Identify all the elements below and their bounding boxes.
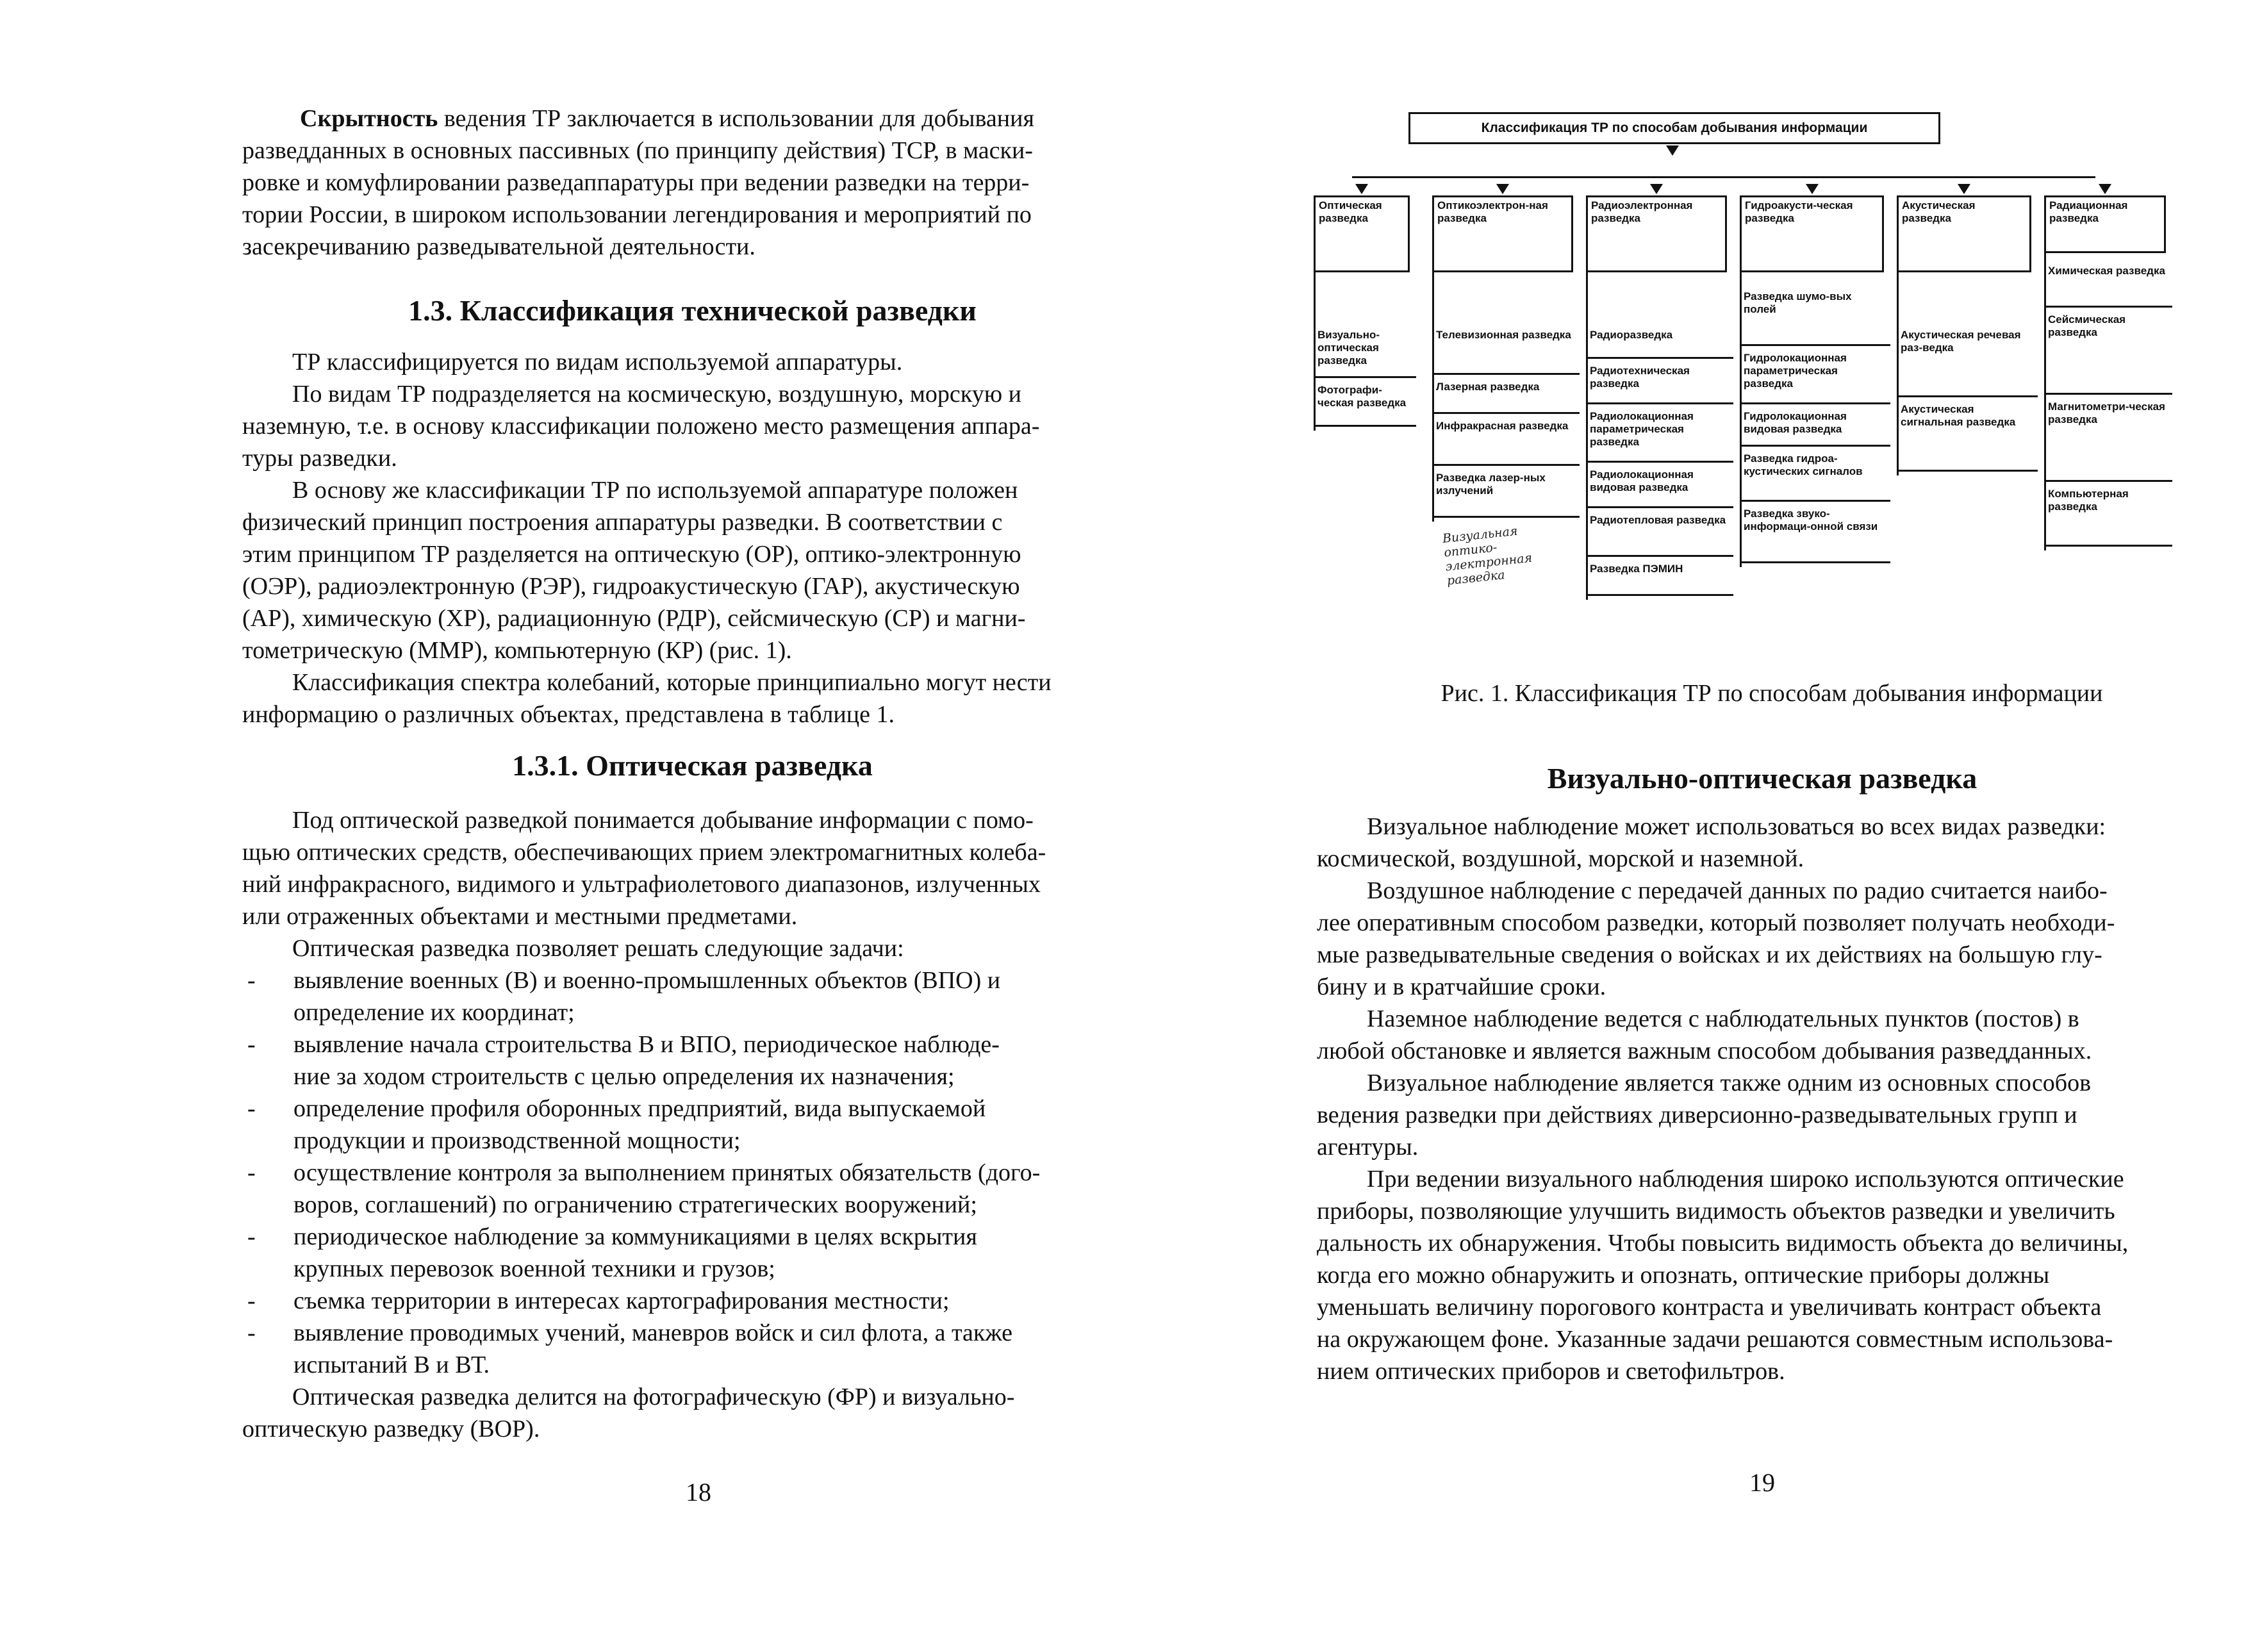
visual-line: приборы, позволяющие улучшить видимость объектов разведки и увеличить <box>1317 1198 2115 1225</box>
diagram-subtype-item: Гидролокационная параметрическая разведка <box>1740 350 1890 404</box>
classification-line: (ОЭР), радиоэлектронную (РЭР), гидроакустическую (ГАР), акустическую <box>242 573 1020 600</box>
page-number-right: 19 <box>1749 1468 1775 1497</box>
tasks-intro: Оптическая разведка позволяет решать следующие задачи: <box>292 935 904 962</box>
diagram-subtype-item: Гидролокационная видовая разведка <box>1740 408 1890 447</box>
visual-line: лее оперативным способом разведки, который позволяет получать необходи- <box>1317 909 2115 936</box>
task-line: периодическое наблюдение за коммуникациями в целях вскрытия <box>293 1223 977 1250</box>
visual-line: уменьшать величину порогового контраста и увеличивать контраст объекта <box>1317 1294 2102 1321</box>
task-line: определение профиля оборонных предприятий, вида выпускаемой <box>293 1095 986 1122</box>
visual-line: агентуры. <box>1317 1134 1419 1161</box>
diagram-category-box: Акустическая разведка <box>1897 195 2031 272</box>
classification-diagram <box>1314 112 2166 663</box>
intro-line: тории России, в широком использовании легендирования и мероприятий по <box>242 201 1032 228</box>
definition-line: щью оптических средств, обеспечивающих прием электромагнитных колеба- <box>242 839 1046 866</box>
task-line: определение их координат; <box>293 999 575 1026</box>
visual-line: космической, воздушной, морской и наземной. <box>1317 845 1804 872</box>
visual-line: дальность их обнаружения. Чтобы повысить видимость объекта до величины, <box>1317 1230 2129 1257</box>
arrow-down-icon <box>1958 184 1970 194</box>
visual-line: Визуальное наблюдение является также одним из основных способов <box>1367 1070 2092 1096</box>
figure-caption: Рис. 1. Классификация ТР по способам добывания информации <box>1441 680 2103 707</box>
task-line: ние за ходом строительств с целью определения их назначения; <box>293 1063 955 1090</box>
diagram-subtype-item: Разведка звуко-информаци-онной связи <box>1740 506 1890 563</box>
diagram-subtype-item: Разведка гидроа-кустических сигналов <box>1740 450 1890 502</box>
task-line: выявление военных (В) и военно-промышленных объектов (ВПО) и <box>293 967 1001 994</box>
arrow-down-icon <box>1650 184 1663 194</box>
task-line: выявление начала строительства В и ВПО, периодическое наблюде- <box>293 1031 1000 1058</box>
arrow-down-icon <box>1496 184 1509 194</box>
task-item <box>242 1028 1143 1093</box>
diagram-subtype-item: Фотографи-ческая разведка <box>1314 382 1416 427</box>
tasks-list <box>242 964 1143 1381</box>
arrow-down-icon <box>1806 184 1819 194</box>
intro-line: засекречиванию разведывательной деятельности. <box>242 233 755 260</box>
visual-line: ведения разведки при действиях диверсионно-разведывательных групп и <box>1317 1102 2077 1128</box>
section-heading-1-3: 1.3. Классификация технической разведки <box>408 294 977 327</box>
task-line: крупных перевозок военной техники и грузов; <box>293 1255 775 1282</box>
visual-line: Визуальное наблюдение может использоваться во всех видах разведки: <box>1367 813 2106 840</box>
diagram-subtype-item: Разведка шумо-вых полей <box>1740 288 1890 346</box>
visual-line: бину и в кратчайшие сроки. <box>1317 973 1606 1000</box>
classification-line: информацию о различных объектах, представлена в таблице 1. <box>242 701 895 728</box>
diagram-column-line <box>2044 253 2046 550</box>
intro-lead-word: Скрытность <box>300 105 438 132</box>
visual-line: Воздушное наблюдение с передачей данных по радио считается наибо- <box>1367 877 2108 904</box>
classification-line: ТР классифицируется по видам используемой аппаратуры. <box>292 349 903 376</box>
diagram-subtype-item: Визуально-оптическая разведка <box>1314 327 1416 378</box>
diagram-column-line <box>1586 272 1588 600</box>
intro-paragraph <box>242 103 1143 263</box>
visual-line: мые разведывательные сведения о войсках и их действиях на большую глу- <box>1317 941 2102 968</box>
diagram-subtype-item: Инфракрасная разведка <box>1432 418 1580 466</box>
diagram-subtype-item: Магнитометри-ческая разведка <box>2044 399 2172 482</box>
section-heading-visual: Визуально-оптическая разведка <box>1547 762 1977 795</box>
definition-line: или отраженных объектами и местными предметами. <box>242 903 798 930</box>
intro-line: разведданных в основных пассивных (по принципу действия) ТСР, в маски- <box>242 137 1033 164</box>
diagram-subtype-item: Разведка лазер-ных излучений <box>1432 470 1580 518</box>
diagram-column-line <box>1432 272 1434 522</box>
classification-line: наземную, т.е. в основу классификации положено место размещения аппара- <box>242 413 1040 440</box>
task-line: съемка территории в интересах картографирования местности; <box>293 1287 950 1314</box>
diagram-subtype-item: Разведка ПЭМИН <box>1586 561 1733 596</box>
diagram-subtype-item: Радиоразведка <box>1586 327 1733 359</box>
definition-line: ний инфракрасного, видимого и ультрафиолетового диапазонов, излученных <box>242 871 1041 898</box>
task-line: выявление проводимых учений, маневров войск и сил флота, а также <box>293 1319 1012 1346</box>
diagram-column-line <box>1740 272 1742 567</box>
task-line: испытаний В и ВТ. <box>293 1351 490 1378</box>
classification-line: туры разведки. <box>242 445 397 472</box>
definition-line: Под оптической разведкой понимается добывание информации с помо- <box>292 807 1034 834</box>
diagram-subtype-item: Радиолокационная видовая разведка <box>1586 467 1733 508</box>
diagram-subtype-item: Радиотехническая разведка <box>1586 363 1733 404</box>
section-heading-1-3-1: 1.3.1. Оптическая разведка <box>512 749 873 782</box>
diagram-connector-line <box>1352 176 2095 178</box>
conclusion-line: Оптическая разведка делится на фотографическую (ФР) и визуально- <box>292 1384 1015 1410</box>
task-item <box>242 1157 1143 1221</box>
diagram-subtype-item: Радиолокационная параметрическая разведка <box>1586 408 1733 463</box>
diagram-root-box: Классификация ТР по способам добывания информации <box>1408 112 1940 144</box>
diagram-category-box: Гидроакусти-ческая разведка <box>1740 195 1884 272</box>
diagram-category-box: Оптическая разведка <box>1314 195 1410 272</box>
classification-line: тометрическую (ММР), компьютерную (КР) (рис. 1). <box>242 637 792 664</box>
intro-line: ровке и комуфлировании разведаппаратуры при ведении разведки на терри- <box>242 169 1030 196</box>
arrow-down-icon <box>2099 184 2111 194</box>
arrow-down-icon <box>1355 184 1368 194</box>
task-line: воров, соглашений) по ограничению стратегических вооружений; <box>293 1191 977 1218</box>
diagram-subtype-item: Акустическая сигнальная разведка <box>1897 401 2038 472</box>
task-item <box>242 1221 1143 1285</box>
intro-line-text: ведения ТР заключается в использовании для добывания <box>443 105 1034 132</box>
classification-line: (АР), химическую (ХР), радиационную (РДР), сейсмическую (СР) и магни- <box>242 605 1026 632</box>
classification-line: этим принципом ТР разделяется на оптическую (ОР), оптико-электронную <box>242 541 1021 568</box>
classification-line: Классификация спектра колебаний, которые принципиально могут нести <box>292 669 1052 696</box>
diagram-subtype-item: Акустическая речевая раз-ведка <box>1897 327 2038 397</box>
visual-line: когда его можно обнаружить и опознать, оптические приборы должны <box>1317 1262 2050 1289</box>
optical-definition <box>242 804 1143 1445</box>
diagram-column-line <box>1314 272 1316 431</box>
task-line: продукции и производственной мощности; <box>293 1127 741 1154</box>
task-item <box>242 1317 1143 1381</box>
conclusion-line: оптическую разведку (ВОР). <box>242 1416 540 1442</box>
classification-line: По видам ТР подразделяется на космическую, воздушную, морскую и <box>292 381 1021 408</box>
intro-line <box>242 103 1143 135</box>
diagram-subtype-item: Компьютерная разведка <box>2044 486 2172 547</box>
diagram-column-line <box>1897 272 1899 475</box>
visual-text <box>1317 811 2208 1387</box>
visual-line: на окружающем фоне. Указанные задачи решаются совместным использова- <box>1317 1326 2113 1353</box>
diagram-subtype-item: Лазерная разведка <box>1432 379 1580 414</box>
visual-line: Наземное наблюдение ведется с наблюдательных пунктов (постов) в <box>1367 1005 2079 1032</box>
visual-line: любой обстановке и является важным способом добывания разведданных. <box>1317 1037 2092 1064</box>
arrow-down-icon <box>1666 145 1679 156</box>
diagram-category-box: Радиационная разведка <box>2044 195 2166 253</box>
diagram-subtype-item: Телевизионная разведка <box>1432 327 1580 375</box>
task-item <box>242 1285 1143 1317</box>
diagram-category-box: Радиоэлектронная разведка <box>1586 195 1727 272</box>
handwritten-note: Визуальная оптико-электронная разведка <box>1442 524 1533 588</box>
visual-line: нием оптических приборов и светофильтров. <box>1317 1358 1785 1385</box>
diagram-subtype-item: Сейсмическая разведка <box>2044 311 2172 395</box>
classification-line: физический принцип построения аппаратуры разведки. В соответствии с <box>242 509 1003 536</box>
task-item <box>242 964 1143 1028</box>
classification-line: В основу же классификации ТР по используемой аппаратуре положен <box>292 477 1018 504</box>
classification-text <box>242 346 1143 731</box>
task-item <box>242 1093 1143 1157</box>
diagram-subtype-item: Радиотепловая разведка <box>1586 512 1733 557</box>
diagram-category-box: Оптикоэлектрон-ная разведка <box>1432 195 1573 272</box>
visual-line: При ведении визуального наблюдения широко используются оптические <box>1367 1166 2124 1193</box>
task-line: осуществление контроля за выполнением принятых обязательств (дого- <box>293 1159 1041 1186</box>
page-number-left: 18 <box>686 1478 711 1507</box>
diagram-subtype-item: Химическая разведка <box>2044 263 2172 308</box>
